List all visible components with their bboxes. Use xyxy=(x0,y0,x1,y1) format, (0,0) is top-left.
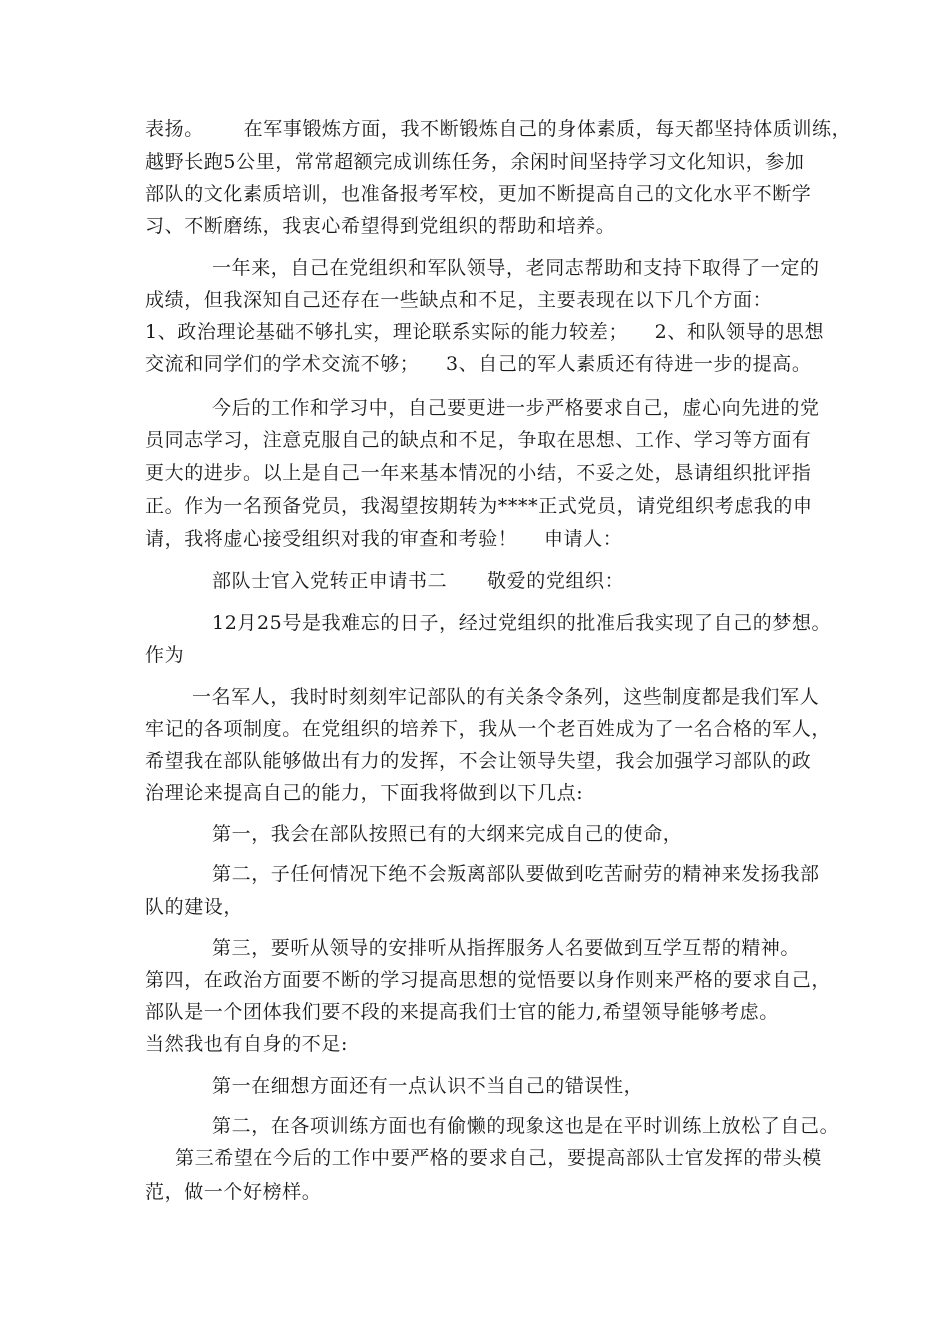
text-line: 范，做一个好榜样。 xyxy=(145,1181,322,1203)
text-line: 习、不断磨练，我衷心希望得到党组织的帮助和培养。 xyxy=(145,215,616,237)
text-line: 部队是一个团体我们要不段的来提高我们士官的能力,希望领导能够考虑。 xyxy=(145,1001,779,1023)
text-line: 12月25号是我难忘的日子，经过党组织的批准后我实现了自己的梦想。 xyxy=(212,612,832,634)
text-line: 员同志学习，注意克服自己的缺点和不足，争取在思想、工作、学习等方面有 xyxy=(145,429,812,451)
text-line: 部队的文化素质培训，也准备报考军校，更加不断提高自己的文化水平不断学 xyxy=(145,183,812,205)
text-line: 成绩，但我深知自己还存在一些缺点和不足，主要表现在以下几个方面： xyxy=(145,289,773,311)
text-line: 越野长跑5公里，常常超额完成训练任务，余闲时间坚持学习文化知识，参加 xyxy=(145,151,805,173)
list-item: 第一在细想方面还有一点认识不当自己的错误性， xyxy=(212,1075,644,1097)
text-line: 队的建设， xyxy=(145,896,244,918)
text-line: 治理论来提高自己的能力，下面我将做到以下几点: xyxy=(145,782,584,804)
text-line: 当然我也有自身的不足: xyxy=(145,1033,349,1055)
text-line: 交流和同学们的学术交流不够； 3、自己的军人素质还有待进一步的提高。 xyxy=(145,353,812,375)
list-item: 第三希望在今后的工作中要严格的要求自己，要提高部队士官发挥的带头模 xyxy=(175,1147,822,1169)
text-line: 请，我将虚心接受组织对我的审查和考验！ 申请人： xyxy=(145,528,623,550)
text-line: 今后的工作和学习中，自己要更进一步严格要求自己，虚心向先进的党 xyxy=(212,397,820,419)
list-item: 第二，子任何情况下绝不会叛离部队要做到吃苦耐劳的精神来发扬我部 xyxy=(212,863,820,885)
text-line: 表扬。 在军事锻炼方面，我不断锻炼自己的身体素质，每天都坚持体质训练， xyxy=(145,118,852,140)
list-item: 第三，要听从领导的安排听从指挥服务人名要做到互学互帮的精神。 xyxy=(212,937,801,959)
text-line: 更大的进步。以上是自己一年来基本情况的小结，不妥之处，恳请组织批评指 xyxy=(145,462,812,484)
text-line: 一年来，自己在党组织和军队领导，老同志帮助和支持下取得了一定的 xyxy=(212,257,820,279)
list-item: 第一，我会在部队按照已有的大纲来完成自己的使命， xyxy=(212,823,683,845)
list-item: 第四，在政治方面要不断的学习提高思想的觉悟要以身作则来严格的要求自己， xyxy=(145,969,832,991)
list-item: 第二，在各项训练方面也有偷懒的现象这也是在平时训练上放松了自己。 xyxy=(212,1115,840,1137)
text-line: 正。作为一名预备党员，我渴望按期转为****正式党员，请党组织考虑我的申 xyxy=(145,495,813,517)
section-heading: 部队士官入党转正申请书二 敬爱的党组织： xyxy=(212,570,625,592)
text-line: 牢记的各项制度。在党组织的培养下，我从一个老百姓成为了一名合格的军人， xyxy=(145,718,832,740)
text-line: 希望我在部队能够做出有力的发挥，不会让领导失望，我会加强学习部队的政 xyxy=(145,750,812,772)
text-line: 1、政治理论基础不够扎实，理论联系实际的能力较差； 2、和队领导的思想 xyxy=(145,321,825,343)
text-line: 一名军人，我时时刻刻牢记部队的有关条令条列，这些制度都是我们军人 xyxy=(192,686,820,708)
text-line: 作为 xyxy=(145,644,185,666)
